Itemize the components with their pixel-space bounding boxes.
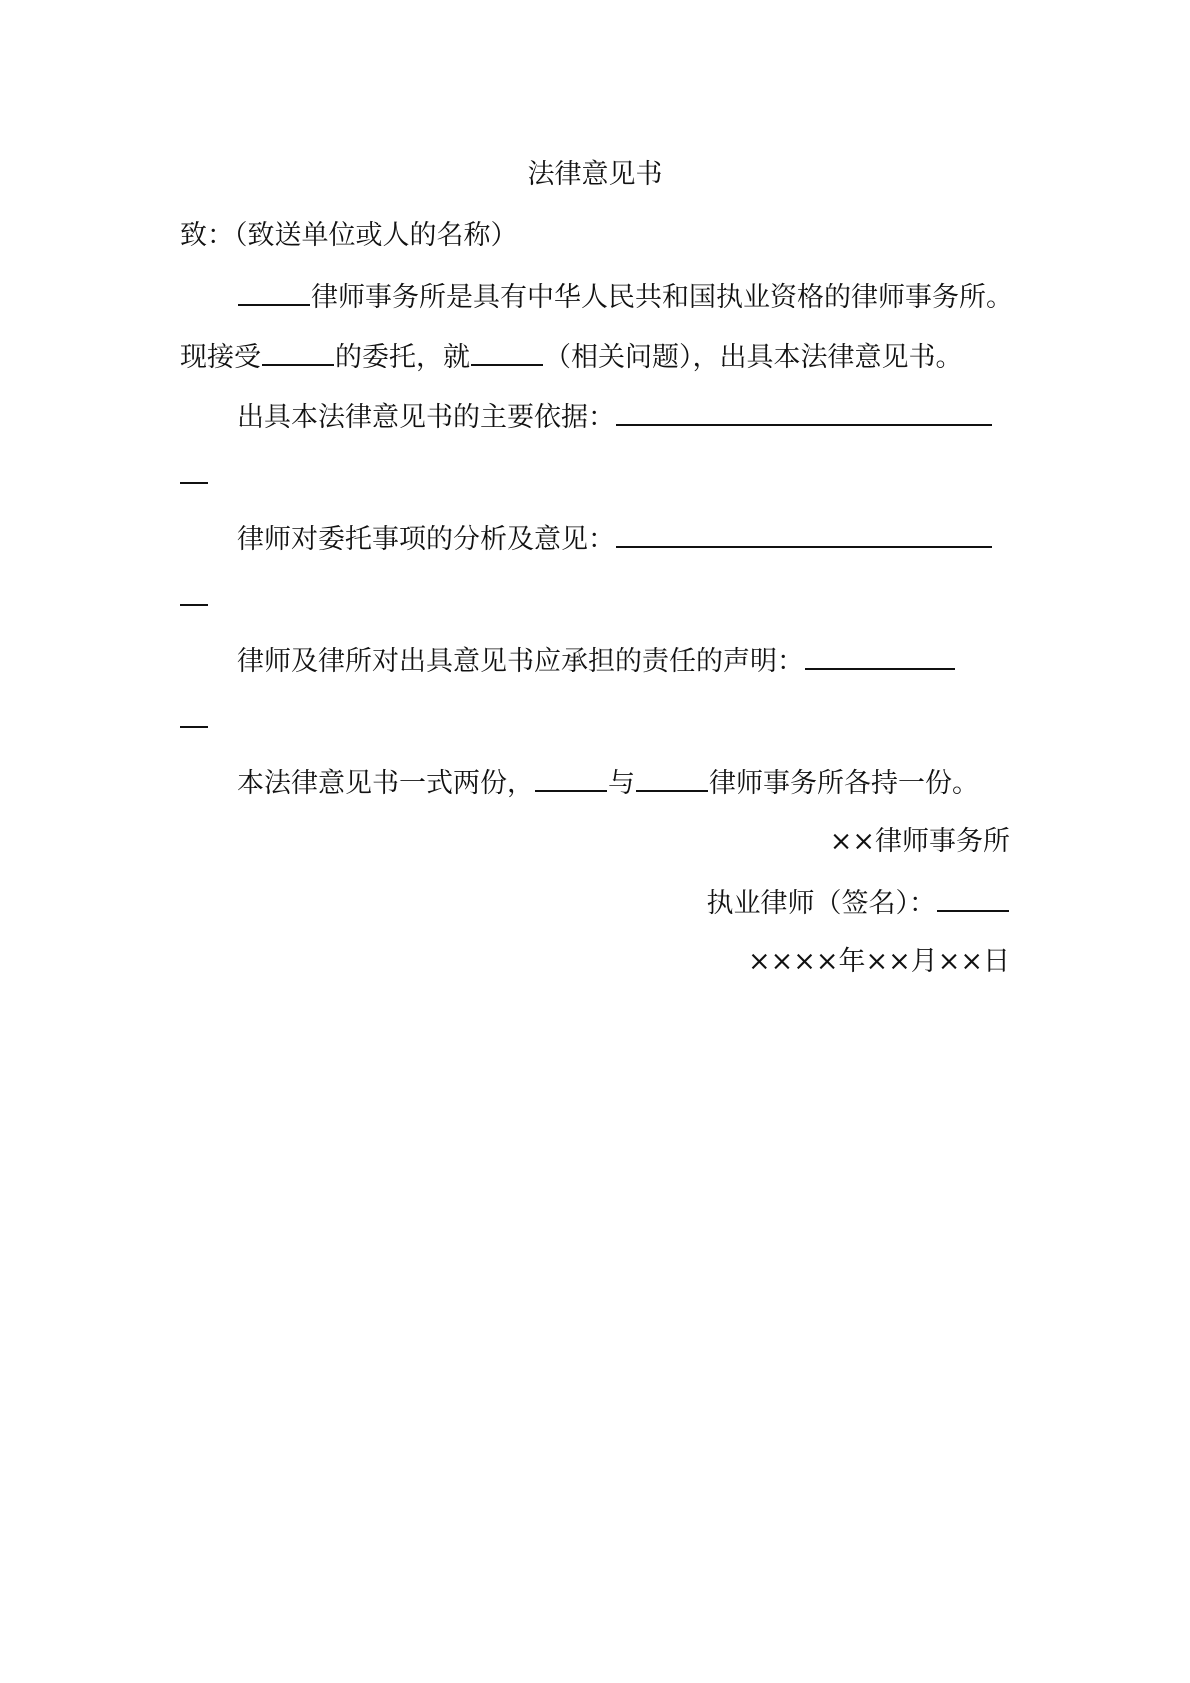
responsibility-blank[interactable] xyxy=(805,640,955,670)
firm-name-line xyxy=(180,822,1010,862)
issue-blank[interactable] xyxy=(471,336,543,366)
analysis-continuation xyxy=(180,578,1010,618)
basis-label: 出具本法律意见书的主要依据： xyxy=(237,402,615,433)
recipient-text: 致：（致送单位或人的名称） xyxy=(180,220,518,251)
basis-continuation-dash xyxy=(180,458,208,484)
signature-blank[interactable] xyxy=(937,882,1009,912)
paragraph1-text: 律师事务所是具有中华人民共和国执业资格的律师事务所。 xyxy=(311,282,1013,313)
copies-part3: 律师事务所各持一份。 xyxy=(709,768,979,799)
paragraph-entrustment xyxy=(180,336,1010,376)
paragraph2-part3: （相关问题），出具本法律意见书。 xyxy=(544,342,963,373)
copies-part2: 与 xyxy=(608,768,635,799)
signature-label: 执业律师（签名）： xyxy=(706,888,936,919)
responsibility-continuation xyxy=(180,700,1010,740)
signature-line xyxy=(180,882,1010,922)
paragraph2-part2: 的委托，就 xyxy=(335,342,470,373)
copies-line xyxy=(180,762,1010,802)
paragraph2-part1: 现接受 xyxy=(180,342,261,373)
client-blank[interactable] xyxy=(262,336,334,366)
basis-blank[interactable] xyxy=(616,396,992,426)
responsibility-line xyxy=(180,640,1010,680)
basis-line xyxy=(180,396,1010,436)
firm-name-text: ××律师事务所 xyxy=(829,826,1010,857)
analysis-label: 律师对委托事项的分析及意见： xyxy=(237,524,615,555)
firm-name-blank[interactable] xyxy=(238,276,310,306)
title-text: 法律意见书 xyxy=(527,159,663,190)
copies-firm-blank[interactable] xyxy=(636,762,708,792)
paragraph-intro xyxy=(180,276,1013,316)
copies-party-blank[interactable] xyxy=(535,762,607,792)
basis-continuation xyxy=(180,456,1010,496)
date-line xyxy=(180,942,1010,982)
recipient-line xyxy=(180,216,1010,256)
date-text: ××××年××月××日 xyxy=(748,946,1010,977)
analysis-continuation-dash xyxy=(180,580,208,606)
analysis-line xyxy=(180,518,1010,558)
responsibility-continuation-dash xyxy=(180,702,208,728)
analysis-blank[interactable] xyxy=(616,518,992,548)
copies-part1: 本法律意见书一式两份， xyxy=(237,768,534,799)
document-title xyxy=(180,155,1010,195)
responsibility-label: 律师及律所对出具意见书应承担的责任的声明： xyxy=(237,646,804,677)
